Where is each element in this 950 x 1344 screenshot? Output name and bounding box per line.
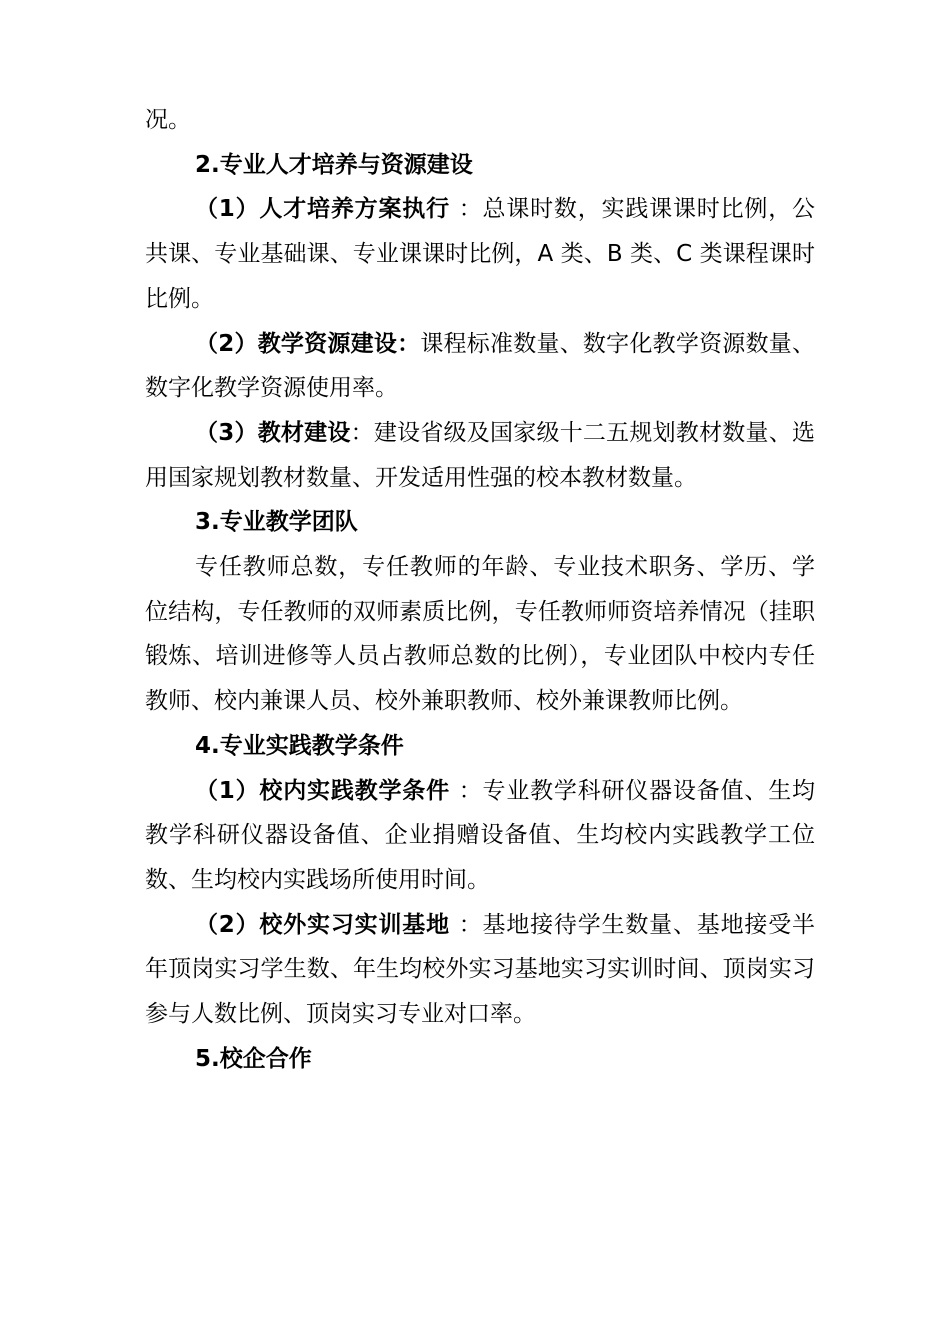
paragraph-text: 课程标准数量、数字化教学资源数量、数字化教学资源使用率。 xyxy=(145,330,815,402)
paragraph-2-1 xyxy=(145,187,815,321)
item-label: （3）教材建设 xyxy=(195,419,351,446)
document-body xyxy=(145,98,815,1081)
item-label: （1）人才培养方案执行 xyxy=(195,196,459,223)
section-heading-3 xyxy=(145,500,815,545)
paragraph-text: ：基地接待学生数量、基地接受半年顶岗实习学生数、年生均校外实习基地实习实训时间、顶岗实习参与人数比例、顶岗实习专业对口率。 xyxy=(145,911,816,1028)
paragraph-continuation xyxy=(145,98,815,143)
heading-text: 5.校企合作 xyxy=(195,1045,312,1072)
paragraph-text: ：专业教学科研仪器设备值、生均教学科研仪器设备值、企业捐赠设备值、生均校内实践教学工位数、生均校内实践场所使用时间。 xyxy=(145,777,816,893)
paragraph-2-2 xyxy=(145,322,815,411)
item-label: （1）校内实践教学条件 xyxy=(195,777,459,804)
section-heading-5 xyxy=(145,1037,815,1082)
paragraph-2-3 xyxy=(145,411,815,500)
paragraph-text: 专任教师总数，专任教师的年龄、专业技术职务、学历、学位结构，专任教师的双师素质比例，专任教师师资培养情况（挂职锻炼、培训进修等人员占教师总数的比例），专业团队中校内专任教师、校内兼课人员、校外兼职教师、校外兼课教师比例。 xyxy=(145,554,815,715)
heading-text: 2.专业人才培养与资源建设 xyxy=(195,151,473,178)
paragraph-3 xyxy=(145,545,815,724)
paragraph-text: ：建设省级及国家级十二五规划教材数量、选用国家规划教材数量、开发适用性强的校本教材数量。 xyxy=(145,419,815,491)
paragraph-4-2 xyxy=(145,903,815,1037)
item-label: （2）校外实习实训基地 xyxy=(195,911,459,938)
section-heading-4 xyxy=(145,724,815,769)
heading-text: 3.专业教学团队 xyxy=(195,509,358,536)
section-heading-2 xyxy=(145,143,815,188)
paragraph-text: ：总课时数，实践课课时比例，公共课、专业基础课、专业课课时比例，A 类、B 类、C 类课程课时比例。 xyxy=(145,196,816,312)
paragraph-text: 况。 xyxy=(145,107,191,133)
item-label: （2）教学资源建设： xyxy=(195,330,421,357)
paragraph-4-1 xyxy=(145,769,815,903)
heading-text: 4.专业实践教学条件 xyxy=(195,732,404,759)
